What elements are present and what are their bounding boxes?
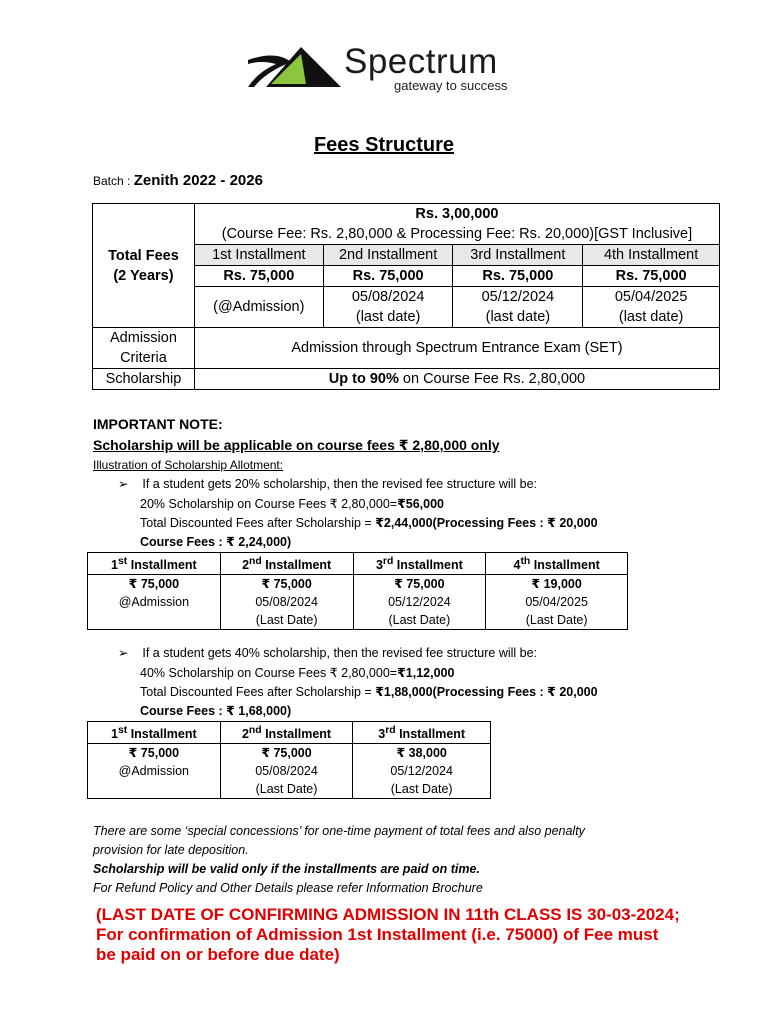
installment-cell: ₹ 75,000 05/12/2024 (Last Date) — [353, 575, 486, 630]
installment-header: 3rd Installment — [453, 245, 583, 266]
scholarship-label: Scholarship — [93, 369, 195, 390]
installment-header: 4th Installment — [583, 245, 720, 266]
brand-name: Spectrum — [344, 42, 498, 81]
footer-scholarship-validity: Scholarship will be valid only if the installments are paid on time. — [93, 862, 480, 876]
footer-line: provision for late deposition. — [93, 843, 249, 857]
admission-criteria-label: Admission Criteria — [93, 328, 195, 369]
installment-cell: ₹ 75,000 @Admission — [88, 744, 221, 799]
brand-tagline: gateway to success — [394, 78, 508, 93]
installment-amount: Rs. 75,000 — [453, 266, 583, 287]
installment-date: (@Admission) — [194, 287, 323, 328]
total-amount-cell — [194, 204, 719, 245]
example1-line2: Total Discounted Fees after Scholarship = ₹2,44,000(Processing Fees : ₹ 20,000 — [140, 516, 598, 530]
installment-header: 2nd Installment — [323, 245, 453, 266]
installment-date: 05/04/2025 (last date) — [583, 287, 720, 328]
example1-installment-table — [87, 552, 628, 630]
installment-header: 4th Installment — [486, 553, 628, 575]
batch-info — [93, 172, 263, 189]
spectrum-logo-icon — [246, 42, 346, 92]
installment-date: 05/08/2024 (last date) — [323, 287, 453, 328]
installment-cell: ₹ 75,000 05/08/2024 (Last Date) — [220, 575, 353, 630]
fee-breakdown: (Course Fee: Rs. 2,80,000 & Processing Fee: Rs. 20,000)[GST Inclusive] — [221, 226, 693, 242]
scholarship-value: Up to 90% on Course Fee Rs. 2,80,000 — [194, 369, 719, 390]
example1-line1: 20% Scholarship on Course Fees ₹ 2,80,000=₹56,000 — [140, 497, 445, 511]
important-note-heading: IMPORTANT NOTE: — [93, 416, 223, 432]
installment-date: 05/12/2024 (last date) — [453, 287, 583, 328]
installment-cell: ₹ 75,000 @Admission — [88, 575, 221, 630]
page-title: Fees Structure — [313, 134, 455, 156]
installment-header: 3rd Installment — [353, 553, 486, 575]
footer-line: There are some ‘special concessions’ for one-time payment of total fees and also penalty — [93, 824, 585, 838]
example2-bullet: ➢ If a student gets 40% scholarship, then the revised fee structure will be: — [118, 646, 538, 660]
example2-line1: 40% Scholarship on Course Fees ₹ 2,80,000=₹1,12,000 — [140, 666, 455, 680]
installment-header: 2nd Installment — [220, 553, 353, 575]
example1-bullet: ➢ If a student gets 20% scholarship, then the revised fee structure will be: — [118, 477, 538, 491]
installment-header: 1st Installment — [88, 722, 221, 744]
batch-value: Zenith 2022 - 2026 — [133, 172, 263, 189]
brand-logo — [246, 40, 536, 100]
admission-deadline-notice: (LAST DATE OF CONFIRMING ADMISSION IN 11th CLASS IS 30-03-2024; For confirmation of Admission 1st Installment (i.e. 75000) of Fee must be paid on or before due date) — [96, 905, 680, 964]
admission-criteria-value: Admission through Spectrum Entrance Exam (SET) — [194, 328, 719, 369]
installment-header: 1st Installment — [88, 553, 221, 575]
installment-amount: Rs. 75,000 — [194, 266, 323, 287]
example2-line2: Total Discounted Fees after Scholarship = ₹1,88,000(Processing Fees : ₹ 20,000 — [140, 685, 598, 699]
batch-label: Batch : — [93, 174, 131, 188]
example2-line3: Course Fees : ₹ 1,68,000) — [140, 704, 292, 718]
example2-installment-table — [87, 721, 491, 799]
installment-cell: ₹ 75,000 05/08/2024 (Last Date) — [220, 744, 353, 799]
fees-table — [92, 203, 720, 390]
example1-line3: Course Fees : ₹ 2,24,000) — [140, 535, 292, 549]
installment-header: 2nd Installment — [220, 722, 353, 744]
total-fees-label: Total Fees (2 Years) — [93, 204, 195, 328]
illustration-title: Illustration of Scholarship Allotment: — [93, 458, 284, 472]
installment-cell: ₹ 38,000 05/12/2024 (Last Date) — [353, 744, 491, 799]
installment-amount: Rs. 75,000 — [323, 266, 453, 287]
scholarship-rule: Scholarship will be applicable on course fees ₹ 2,80,000 only — [93, 437, 500, 453]
footer-refund-policy: For Refund Policy and Other Details please refer Information Brochure — [93, 881, 483, 895]
installment-header: 1st Installment — [194, 245, 323, 266]
total-amount: Rs. 3,00,000 — [415, 206, 499, 222]
installment-header: 3rd Installment — [353, 722, 491, 744]
installment-amount: Rs. 75,000 — [583, 266, 720, 287]
installment-cell: ₹ 19,000 05/04/2025 (Last Date) — [486, 575, 628, 630]
